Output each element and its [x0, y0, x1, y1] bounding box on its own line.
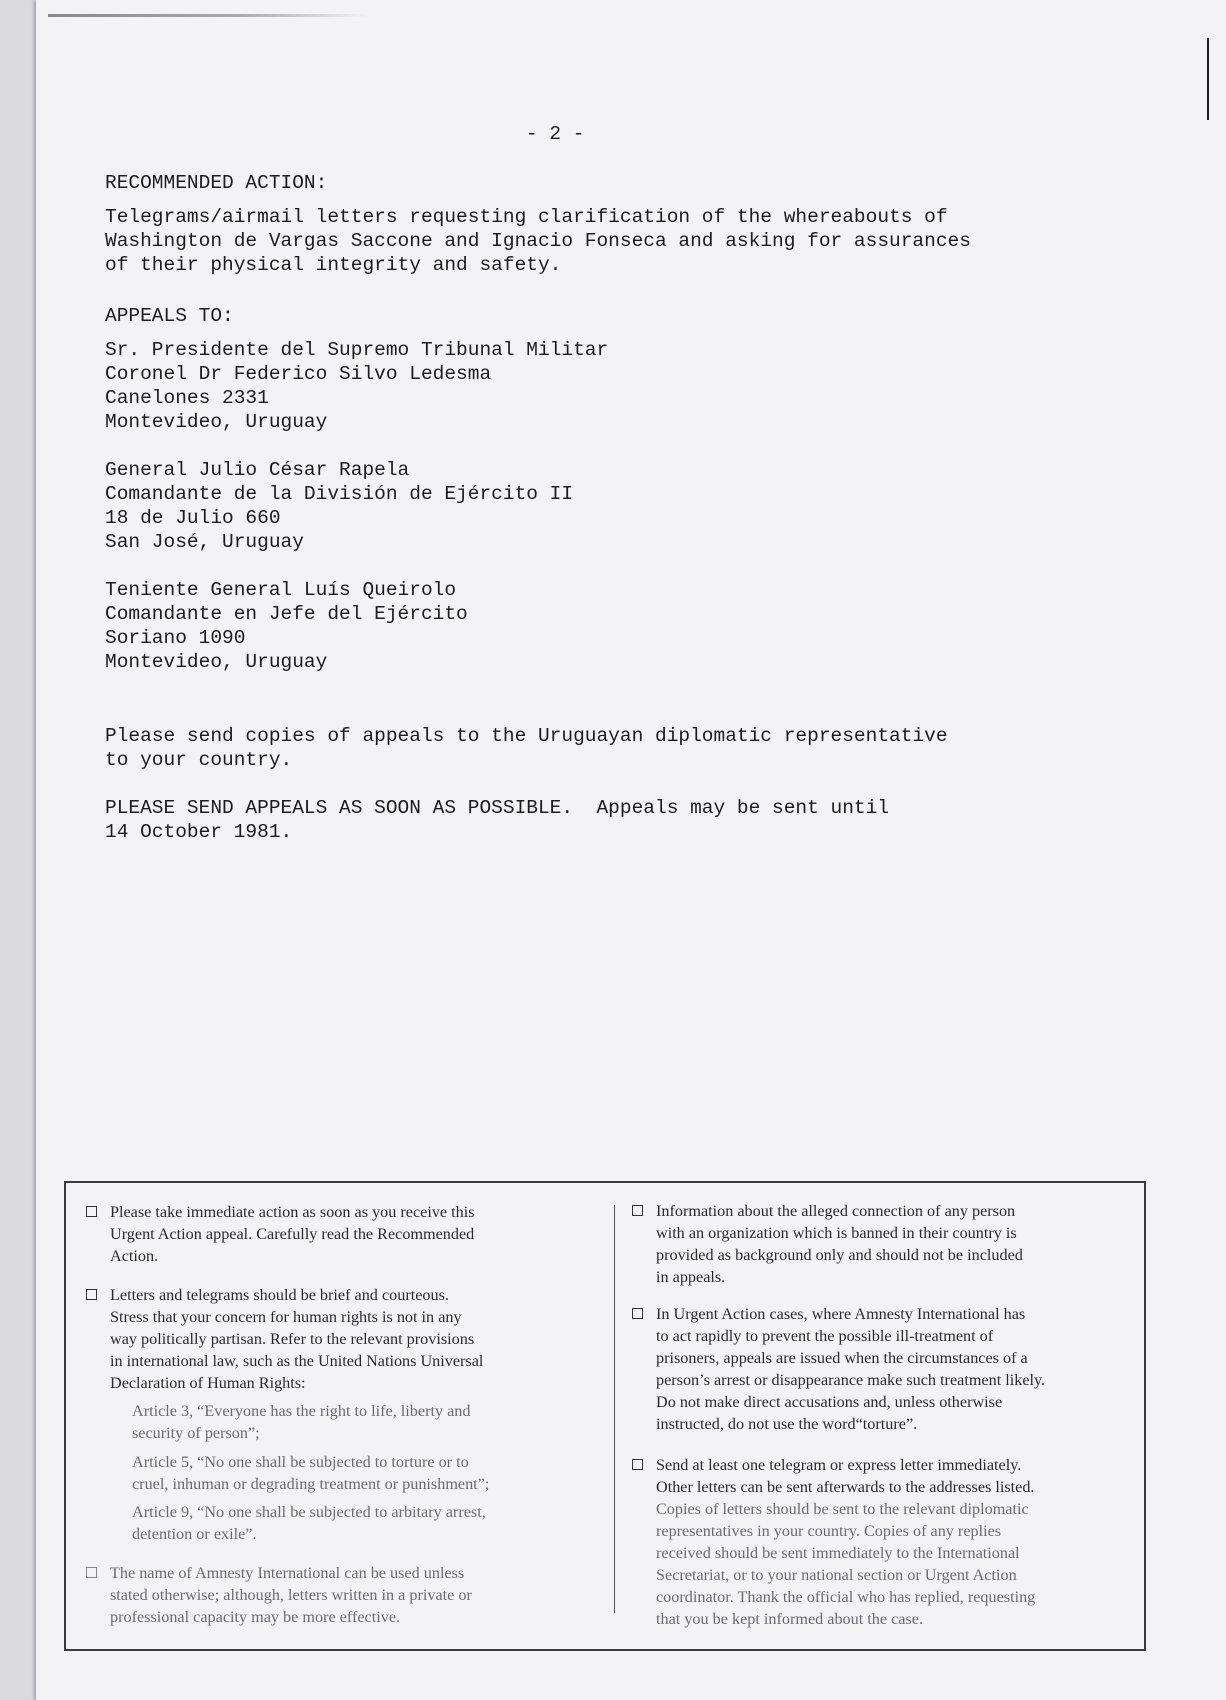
deadline-note: PLEASE SEND APPEALS AS SOON AS POSSIBLE. Appeals may be sent until 14 October 1981.	[105, 797, 890, 843]
address-block: Teniente General Luís Queirolo Comandante en Jefe del Ejército Soriano 1090 Montevideo, Uruguay	[105, 579, 468, 673]
document-page	[36, 0, 1226, 1700]
copies-note: Please send copies of appeals to the Uruguayan diplomatic representative to your country.	[105, 725, 948, 771]
article-5: Article 5, “No one shall be subjected to torture or to cruel, inhuman or degrading treatment or punishment”;	[132, 1453, 490, 1493]
scan-edge-mark	[48, 14, 368, 17]
article-3: Article 3, “Everyone has the right to life, liberty and security of person”;	[132, 1402, 471, 1442]
column-divider	[614, 1205, 615, 1613]
recommended-action-text: Telegrams/airmail letters requesting clarification of the whereabouts of Washington de Vargas Saccone and Ignacio Fonseca and asking for assurances of their physical integrity and safety.	[105, 206, 971, 276]
guideline-send-telegram: Send at least one telegram or express letter immediately. Other letters can be sent afterwards to the addresses listed. Copies of letters should be sent to the relevant diplomatic representatives in your country. Copies of any replies received should be sent immediately to the International Secretariat, or to your national section or Urgent Action coordinator. Thank the official who has replied, requesting that you be kept informed about the case.	[632, 1454, 1140, 1630]
guideline-immediate-action: Please take immediate action as soon as you receive this Urgent Action appeal. Carefully read the Recommended Action.	[86, 1201, 586, 1267]
checkbox-icon	[86, 1289, 97, 1300]
checkbox-icon	[632, 1308, 643, 1319]
guideline-amnesty-name: The name of Amnesty International can be used unless stated otherwise; although, letters written in a private or professional capacity may be more effective.	[86, 1562, 586, 1628]
margin-rule	[1207, 38, 1209, 120]
checkbox-icon	[86, 1206, 97, 1217]
recommended-action-heading: RECOMMENDED ACTION:	[105, 172, 328, 194]
guidelines-box	[64, 1181, 1146, 1651]
guideline-urgent-action-cases: In Urgent Action cases, where Amnesty International has to act rapidly to prevent the possible ill-treatment of prisoners, appeals are issued when the circumstances of a person’s arrest or disappearance make such treatment likely. Do not make direct accusations and, unless otherwise instructed, do not use the word“torture”.	[632, 1303, 1140, 1435]
guideline-letters-brief: Letters and telegrams should be brief and courteous. Stress that your concern for human rights is not in any way politically partisan. Refer to the relevant provisions in international law, such as the United Nations Universal Declaration of Human Rights:	[86, 1284, 586, 1394]
appeals-heading: APPEALS TO:	[105, 305, 234, 327]
checkbox-icon	[632, 1205, 643, 1216]
page-number: - 2 -	[526, 123, 585, 145]
checkbox-icon	[632, 1459, 643, 1470]
article-9: Article 9, “No one shall be subjected to arbitary arrest, detention or exile”.	[132, 1503, 486, 1543]
checkbox-icon	[86, 1567, 97, 1578]
address-block: Sr. Presidente del Supremo Tribunal Militar Coronel Dr Federico Silvo Ledesma Canelones 2331 Montevideo, Uruguay	[105, 339, 609, 433]
guideline-banned-organization: Information about the alleged connection of any person with an organization which is banned in their country is provided as background only and should not be included in appeals.	[632, 1200, 1140, 1288]
address-block: General Julio César Rapela Comandante de la División de Ejército II 18 de Julio 660 San José, Uruguay	[105, 459, 574, 553]
